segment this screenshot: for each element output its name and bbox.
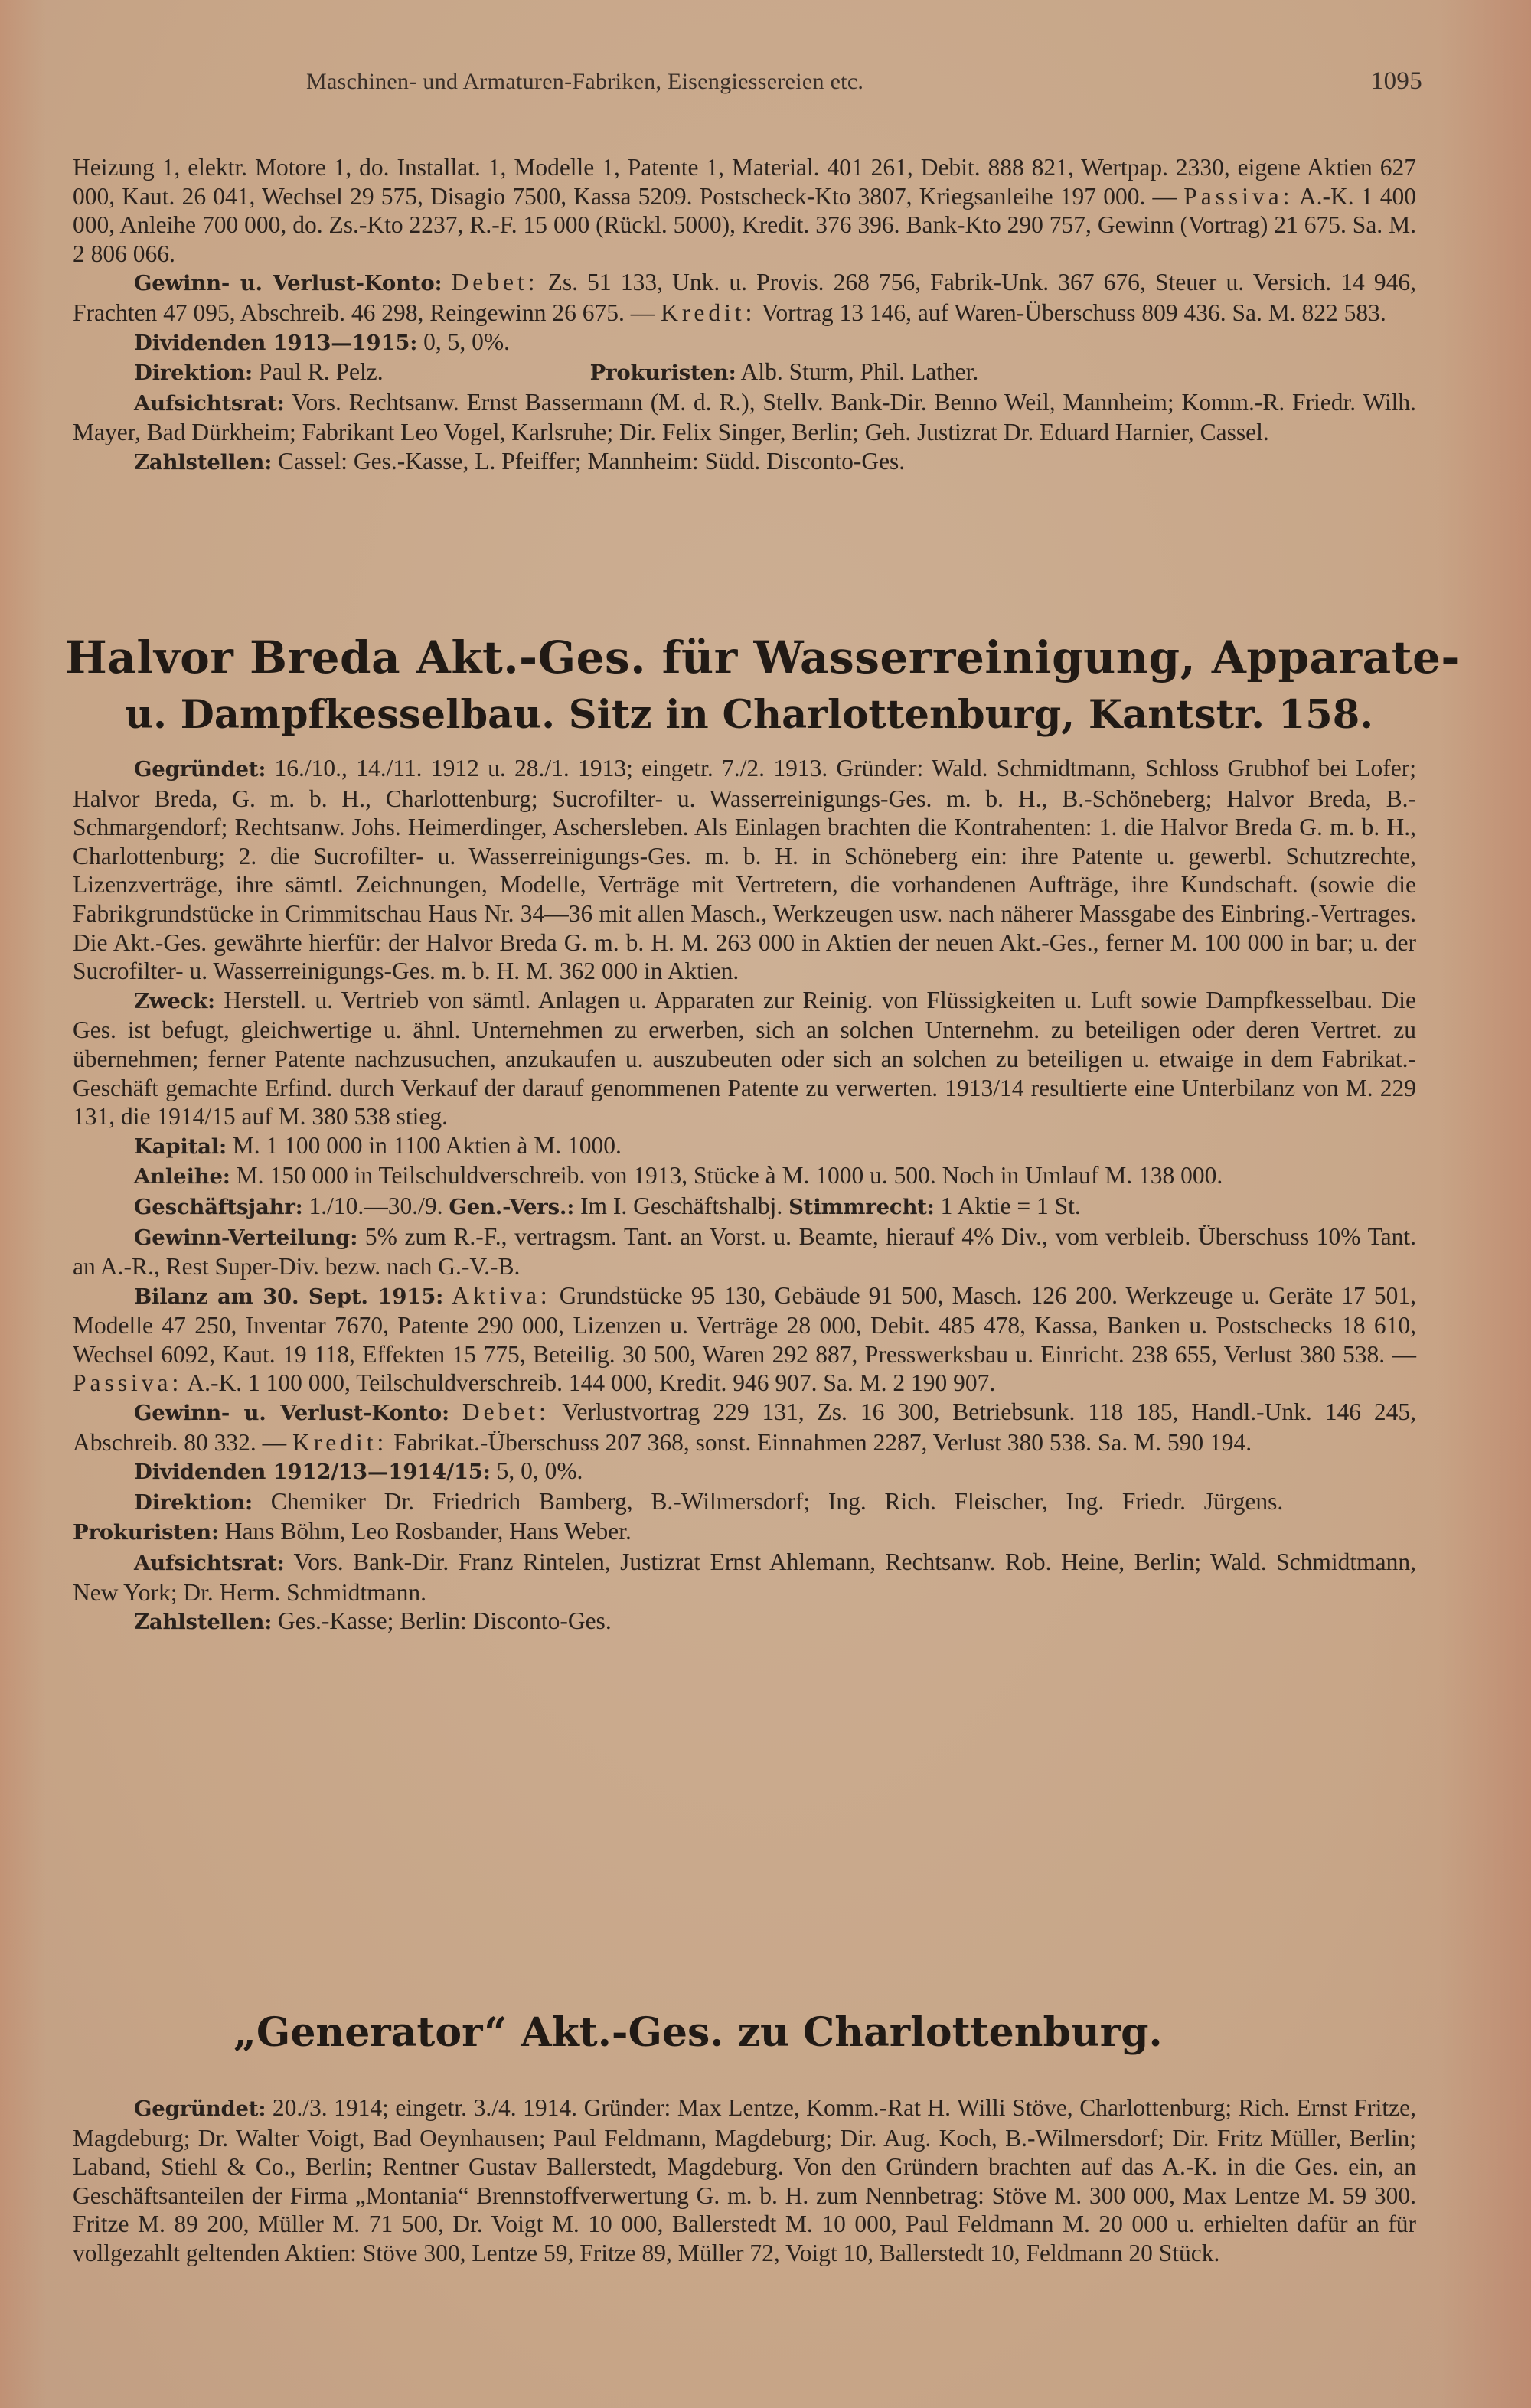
direktion-label: Direktion: bbox=[134, 1490, 253, 1515]
zahlstellen-label: Zahlstellen: bbox=[134, 449, 273, 475]
dividenden-paragraph bbox=[73, 328, 1416, 358]
stimmrecht-label: Stimmrecht: bbox=[788, 1194, 935, 1219]
anleihe-paragraph bbox=[73, 1161, 1416, 1192]
gewinnverteilung-text: 5% zum R.-F., vertragsm. Tant. an Vorst. u. Beamte, hierauf 4% Div., vom verbleib. Überschuss 10% Tant. an A.-R., Rest Super-Div. bezw. nach G.-V.-B. bbox=[73, 1222, 1416, 1281]
aktiva-label: Aktiva: bbox=[452, 1281, 551, 1309]
bilanz-label: Bilanz am 30. Sept. 1915: bbox=[134, 1284, 444, 1309]
stimmrecht-text: 1 Aktie = 1 St. bbox=[934, 1192, 1081, 1219]
kapital-text: M. 1 100 000 in 1100 Aktien à M. 1000. bbox=[226, 1131, 622, 1159]
heading-line-2-rest: Sitz in Charlottenburg, Kantstr. 158. bbox=[555, 692, 1374, 738]
zahlstellen-text: Cassel: Ges.-Kasse, L. Pfeiffer; Mannheim: Südd. Disconto-Ges. bbox=[272, 447, 906, 475]
guv-debet-text: Zs. 51 133, Unk. u. Provis. 268 756, Fabrik-Unk. 367 676, Steuer u. Versich. 14 946, Frachten 47 095, Abschreib. 46 298, Reingewinn 26 675. — bbox=[73, 269, 1416, 326]
bilanz-paragraph bbox=[73, 1281, 1416, 1398]
company-heading-generator: „Generator“ Akt.-Ges. zu Charlottenburg. bbox=[233, 2009, 1163, 2056]
debet-label: Debet: bbox=[462, 1398, 550, 1426]
running-head-title: Maschinen- und Armaturen-Fabriken, Eisengiessereien etc. bbox=[306, 69, 864, 94]
dividenden-text: 0, 5, 0%. bbox=[417, 328, 511, 355]
bilanz-continued-paragraph bbox=[73, 153, 1416, 268]
page-number: 1095 bbox=[1370, 67, 1422, 95]
aufsichtsrat-text: Vors. Rechtsanw. Ernst Bassermann (M. d. R.), Stellv. Bank-Dir. Benno Weil, Mannheim; Komm.-R. Friedr. Wilh. Mayer, Bad Dürkheim; Fabrikant Leo Vogel, Karlsruhe; Dir. Felix Singer, Berlin; Geh. Justizrat Dr. Eduard Harnier, Cassel. bbox=[73, 388, 1416, 446]
entry-previous-company bbox=[73, 153, 1416, 478]
anleihe-label: Anleihe: bbox=[134, 1164, 230, 1189]
dividenden-label: Dividenden 1913—1915: bbox=[134, 330, 418, 355]
anleihe-text: M. 150 000 in Teilschuldverschreib. von 1913, Stücke à M. 1000 u. 500. Noch in Umlauf M. 138 000. bbox=[230, 1162, 1223, 1189]
genvers-text: Im I. Geschäftshalbj. bbox=[574, 1192, 789, 1219]
prokuristen-label: Prokuristen: bbox=[73, 1520, 219, 1545]
heading-line-2-bold: u. Dampfkesselbau. bbox=[125, 692, 555, 738]
passiva-text: A.-K. 1 100 000, Teilschuldverschreib. 144 000, Kredit. 946 907. Sa. M. 2 190 907. bbox=[182, 1369, 996, 1397]
direktion-text: Paul R. Pelz. bbox=[252, 358, 384, 386]
entry-generator bbox=[73, 2093, 1416, 2268]
prokuristen-label: Prokuristen: bbox=[589, 361, 736, 386]
gewinnverteilung-paragraph bbox=[73, 1222, 1416, 1281]
gegruendet-label: Gegründet: bbox=[134, 757, 266, 781]
zahlstellen-paragraph bbox=[73, 1607, 1416, 1637]
gegruendet-text: 16./10., 14./11. 1912 u. 28./1. 1913; eingetr. 7./2. 1913. Gründer: Wald. Schmidtmann, Schloss Grubhof bei Lofer; Halvor Breda, G. m. b. H., Charlottenburg; Sucrofilter- u. Wasserreinigungs-Ges. m. b. H., B.-Schöneberg; Halvor Breda, B.-Schmargendorf; Rechtsanw. Johs. Heimerdinger, Aschersleben. Als Einlagen brachten die Kontrahenten: 1. die Halvor Breda G. m. b. H., Charlottenburg; 2. die Sucrofilter- u. Wasserreinigungs-Ges. m. b. H. in Schöneberg ein: ihre Patente u. gewerbl. Schutzrechte, Lizenzverträge, ihre sämtl. Zeichnungen, Modelle, Verträge mit Vertretern, die vorhandenen Aufträge, ihre Kundschaft. (sowie die Fabrikgrundstücke in Crimmitschau Haus Nr. 34—36 mit allen Masch., Werkzeugen usw. nach näherer Massgabe des Einbring.-Vertrages. Die Akt.-Ges. gewährte hierfür: der Halvor Breda G. m. b. H. M. 263 000 in Aktien der neuen Akt.-Ges., ferner M. 100 000 in bar; u. der Sucrofilter- u. Wasserreinigungs-Ges. m. b. H. M. 362 000 in Aktien. bbox=[73, 755, 1416, 985]
guv-label: Gewinn- u. Verlust-Konto: bbox=[134, 271, 442, 296]
genvers-label: Gen.-Vers.: bbox=[449, 1194, 575, 1219]
prokuristen-text: Hans Böhm, Leo Rosbander, Hans Weber. bbox=[218, 1518, 632, 1545]
guv-debet-text: Verlustvortrag 229 131, Zs. 16 300, Betriebsunk. 118 185, Handl.-Unk. 146 245, Abschreib. 80 332. — bbox=[73, 1398, 1416, 1456]
heading-line-2 bbox=[65, 687, 1428, 742]
zahlstellen-label: Zahlstellen: bbox=[134, 1610, 273, 1635]
company-heading-halvor-breda bbox=[65, 628, 1461, 742]
passiva-label: Passiva: bbox=[73, 1369, 183, 1397]
guv-paragraph bbox=[73, 268, 1416, 327]
guv-paragraph bbox=[73, 1398, 1416, 1457]
prokuristen-text: Alb. Sturm, Phil. Lather. bbox=[736, 358, 979, 386]
direktion-paragraph bbox=[73, 357, 1416, 388]
debet-label: Debet: bbox=[451, 269, 539, 296]
entry-halvor-breda bbox=[73, 754, 1416, 1637]
direktion-label: Direktion: bbox=[134, 361, 253, 386]
aufsichtsrat-label: Aufsichtsrat: bbox=[134, 1551, 285, 1576]
gegruendet-paragraph bbox=[73, 754, 1416, 986]
aufsichtsrat-label: Aufsichtsrat: bbox=[134, 390, 285, 416]
geschaeftsjahr-paragraph bbox=[73, 1192, 1416, 1222]
zweck-paragraph bbox=[73, 986, 1416, 1131]
direktion-text: Chemiker Dr. Friedrich Bamberg, B.-Wilmersdorf; Ing. Rich. Fleischer, Ing. Friedr. Jürgens. bbox=[252, 1487, 1301, 1515]
running-head bbox=[73, 67, 1422, 100]
heading-line-1: Halvor Breda Akt.-Ges. für Wasserreinigung, Apparate- bbox=[65, 631, 1461, 684]
bilanz-continued-text: Heizung 1, elektr. Motore 1, do. Installat. 1, Modelle 1, Patente 1, Material. 401 261, Debit. 888 821, Wertpap. 2330, eigene Aktien 627 000, Kaut. 26 041, Wechsel 29 575, Disagio 7500, Kassa 5209. Postscheck-Kto 3807, Kriegsanleihe 197 000. — bbox=[73, 154, 1416, 210]
zahlstellen-text: Ges.-Kasse; Berlin: Disconto-Ges. bbox=[272, 1607, 612, 1635]
kredit-label: Kredit: bbox=[292, 1428, 388, 1456]
geschaeftsjahr-label: Geschäftsjahr: bbox=[134, 1194, 303, 1219]
zahlstellen-paragraph bbox=[73, 447, 1416, 478]
aufsichtsrat-paragraph bbox=[73, 388, 1416, 447]
dividenden-label: Dividenden 1912/13—1914/15: bbox=[134, 1460, 491, 1485]
geschaeftsjahr-text: 1./10.—30./9. bbox=[302, 1192, 449, 1219]
guv-label: Gewinn- u. Verlust-Konto: bbox=[134, 1401, 449, 1426]
guv-kredit-text: Fabrikat.-Überschuss 207 368, sonst. Einnahmen 2287, Verlust 380 538. Sa. M. 590 194. bbox=[387, 1428, 1252, 1456]
zweck-label: Zweck: bbox=[134, 988, 215, 1013]
dividenden-text: 5, 0, 0%. bbox=[490, 1457, 583, 1485]
aufsichtsrat-paragraph bbox=[73, 1548, 1416, 1607]
aktiva-text: Grundstücke 95 130, Gebäude 91 500, Masch. 126 200. Werkzeuge u. Geräte 17 501, Modelle 47 250, Inventar 7670, Patente 290 000, Lizenzen u. Verträge 28 000, Debit. 485 478, Kassa, Banken u. Postschecks 18 610, Wechsel 6092, Kaut. 19 118, Effekten 15 775, Beteilig. 30 500, Waren 292 887, Presswerksbau u. Einricht. 238 655, Verlust 380 538. — bbox=[73, 1281, 1417, 1368]
dividenden-paragraph bbox=[73, 1457, 1416, 1487]
gewinnverteilung-label: Gewinn-Verteilung: bbox=[134, 1225, 358, 1250]
gegruendet-paragraph bbox=[73, 2093, 1416, 2268]
gegruendet-text: 20./3. 1914; eingetr. 3./4. 1914. Gründer: Max Lentze, Komm.-Rat H. Willi Stöve, Charlottenburg; Rich. Ernst Fritze, Magdeburg; Dr. Walter Voigt, Bad Oeynhausen; Paul Feldmann, Magdeburg; Dir. Aug. Koch, B.-Wilmersdorf; Dir. Fritz Müller, Berlin; Laband, Stiehl & Co., Berlin; Rentner Gustav Ballerstedt, Magdeburg. Von den Gründern brachten auf das A.-K. in die Ges. ein, an Geschäftsanteilen der Firma „Montania“ Brennstoffverwertung G. m. b. H. zum Nennbetrag: Stöve M. 300 000, Max Lentze M. 59 300. Fritze M. 89 200, Müller M. 71 500, Dr. Voigt M. 10 000, Ballerstedt M. 10 000, Paul Feldmann M. 20 000 u. erhielten dafür an für vollgezahlt geltenden Aktien: Stöve 300, Lentze 59, Fritze 89, Müller 72, Voigt 10, Ballerstedt 10, Feldmann 20 Stück. bbox=[73, 2094, 1416, 2266]
guv-kredit-text: Vortrag 13 146, auf Waren-Überschuss 809 436. Sa. M. 822 583. bbox=[756, 299, 1386, 326]
passiva-text: A.-K. 1 400 000, Anleihe 700 000, do. Zs.-Kto 2237, R.-F. 15 000 (Rückl. 5000), Kredit. 376 396. Bank-Kto 290 757, Gewinn (Vortrag) 21 675. Sa. M. 2 806 066. bbox=[73, 182, 1416, 267]
aufsichtsrat-text: Vors. Bank-Dir. Franz Rintelen, Justizrat Ernst Ahlemann, Rechtsanw. Rob. Heine, Berlin; Wald. Schmidtmann, New York; Dr. Herm. Schmidtmann. bbox=[73, 1548, 1416, 1606]
kredit-label: Kredit: bbox=[661, 299, 756, 326]
zweck-text: Herstell. u. Vertrieb von sämtl. Anlagen u. Apparaten zur Reinig. von Flüssigkeiten u. Luft sowie Dampfkesselbau. Die Ges. ist befugt, gleichwertige u. ähnl. Unternehmen zu erwerben, sich an solchen Unternehm. zu beteiligen oder deren Vertret. zu übernehmen; ferner Patente nachzusuchen, anzukaufen u. auszubeuten oder sich an solchen zu beteiligen u. etwaige in dem Fabrikat.-Geschäft gemachte Erfind. durch Verkauf der darauf genommenen Patente zu verwerten. 1913/14 resultierte eine Unterbilanz von M. 229 131, die 1914/15 auf M. 380 538 stieg. bbox=[73, 986, 1416, 1131]
kapital-label: Kapital: bbox=[134, 1134, 227, 1159]
kapital-paragraph bbox=[73, 1131, 1416, 1162]
direktion-paragraph bbox=[73, 1487, 1416, 1548]
gegruendet-label: Gegründet: bbox=[134, 2096, 266, 2121]
passiva-label: Passiva: bbox=[1183, 182, 1294, 210]
